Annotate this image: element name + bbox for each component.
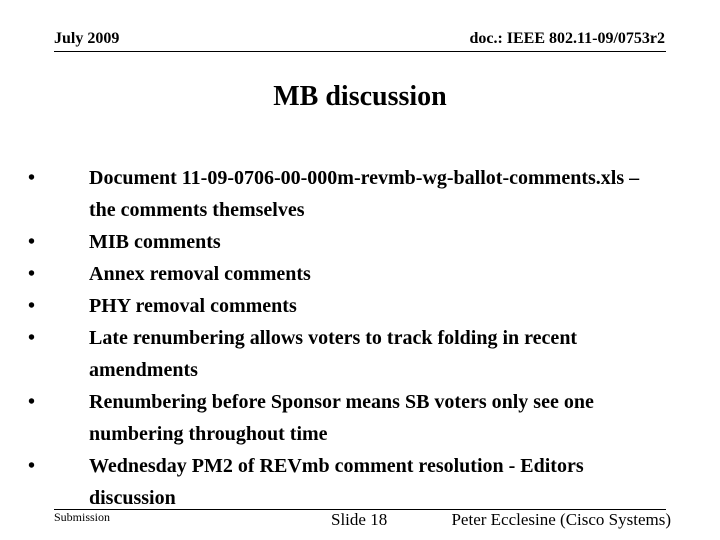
bullet-item <box>28 386 668 450</box>
bullet-text: Annex removal comments <box>89 263 311 285</box>
bullet-item <box>28 450 668 514</box>
footer-slide-number: Slide 18 <box>331 510 388 529</box>
header-divider <box>54 51 666 52</box>
bullet-text: MIB comments <box>89 231 221 253</box>
header-date: July 2009 <box>54 30 120 47</box>
bullet-text: Wednesday PM2 of REVmb comment resolution - Editors discussion <box>89 455 584 509</box>
bullet-icon: • <box>28 391 36 413</box>
bullet-icon: • <box>28 295 36 317</box>
bullet-item <box>28 322 668 386</box>
bullet-text: Document 11-09-0706-00-000m-revmb-wg-ballot-comments.xls – the comments themselves <box>89 167 640 221</box>
bullet-text: Late renumbering allows voters to track folding in recent amendments <box>89 327 578 381</box>
bullet-icon: • <box>28 167 36 189</box>
bullet-item <box>28 226 668 258</box>
slide-title: MB discussion <box>273 81 447 112</box>
footer-author: Peter Ecclesine (Cisco Systems) <box>451 510 671 529</box>
bullet-icon: • <box>28 327 36 349</box>
bullet-icon: • <box>28 231 36 253</box>
bullet-text: PHY removal comments <box>89 295 297 317</box>
bullet-text: Renumbering before Sponsor means SB voters only see one numbering throughout time <box>89 391 594 445</box>
footer-submission: Submission <box>54 510 111 524</box>
bullet-item <box>28 290 668 322</box>
bullet-icon: • <box>28 263 36 285</box>
bullet-list <box>28 162 668 514</box>
bullet-icon: • <box>28 455 36 477</box>
bullet-item <box>28 258 668 290</box>
bullet-item <box>28 162 668 226</box>
header-doc-id: doc.: IEEE 802.11-09/0753r2 <box>469 30 665 47</box>
